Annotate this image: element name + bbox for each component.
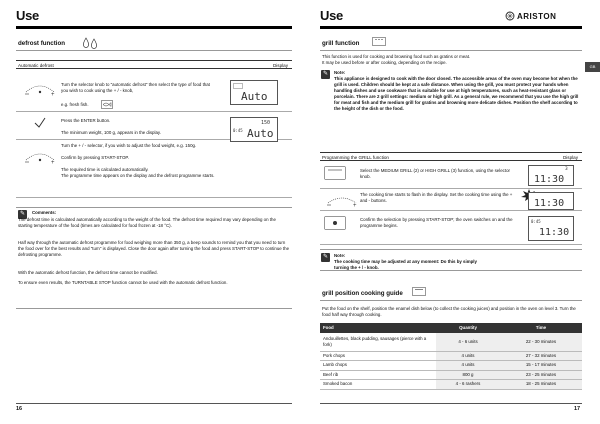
display-2-small: 150 bbox=[261, 120, 271, 126]
ariston-logo-icon bbox=[505, 11, 515, 21]
note-2-icon: ✎ bbox=[322, 254, 329, 260]
bottom-rule bbox=[320, 403, 582, 404]
col-display: Display bbox=[272, 63, 288, 68]
step-2-extra: The minimum weight, 100 g, appears in the display. bbox=[61, 130, 161, 135]
selector-knob-icon bbox=[22, 78, 58, 100]
note-1-label: Note: bbox=[334, 70, 346, 75]
note-2-label: Note: bbox=[334, 253, 346, 258]
defrost-section-title: defrost function bbox=[18, 40, 66, 47]
comments-label: Comments: bbox=[32, 210, 57, 215]
food-cell: Lamb chops bbox=[320, 361, 436, 371]
table-row bbox=[320, 361, 582, 371]
time-cell: 18 - 25 minutes bbox=[500, 380, 582, 390]
defrost-step-3 bbox=[16, 140, 292, 198]
food-cell: Beef rib bbox=[320, 370, 436, 380]
step-2-text: Press the ENTER button. bbox=[61, 118, 111, 123]
step-3-extra3: The programme time appears on the display and the defrost programme starts. bbox=[61, 173, 215, 178]
food-cell: Pork chops bbox=[320, 351, 436, 361]
grill-icon bbox=[372, 37, 386, 46]
time-cell: 22 - 30 minutes bbox=[500, 333, 582, 351]
note-2-text: The cooking time may be adjusted at any moment: Do this by simply turning the + / - knob. bbox=[334, 259, 477, 270]
top-rule bbox=[16, 26, 292, 29]
grill-selector-icon bbox=[324, 166, 346, 180]
grill-intro-1: This function is used for cooking and browning food such as gratins or meat. bbox=[322, 54, 471, 59]
grill-display-3-small: 0:45 bbox=[531, 219, 541, 224]
svg-text:+: + bbox=[51, 92, 55, 98]
grill-step-2-text: The cooking time starts to flash in the display. Set the cooking time using the + and - buttons. bbox=[360, 192, 513, 203]
grill-step-1-text: Select the MEDIUM GRILL (2) or HIGH GRILL (3) function, using the selector knob. bbox=[360, 168, 510, 179]
section-rule bbox=[16, 50, 292, 51]
grill-table-header bbox=[320, 152, 582, 161]
grill-display-1-small: 3 bbox=[565, 167, 568, 172]
step-3-extra2: The required time is calculated automatically. bbox=[61, 167, 149, 172]
display-defrost-icon bbox=[233, 83, 243, 89]
col-display: Display bbox=[562, 155, 578, 160]
comment-1: The defrost time is calculated automatically according to the weight of the food. The defrost time required may vary depending on the starting temperature of the food (times are calculated for food frozen at -18 °C). bbox=[18, 217, 276, 228]
quantity-cell: 4 units bbox=[436, 351, 500, 361]
col-automatic-defrost: Automatic defrost bbox=[18, 63, 54, 68]
defrost-display-1 bbox=[230, 80, 278, 105]
note-icon: ✎ bbox=[322, 71, 329, 77]
grill-display-3-main: 11:30 bbox=[539, 227, 570, 238]
table-row bbox=[320, 380, 582, 390]
position-text: Put the food on the shelf, position the enamel dish below (to collect the cooking juices) and position in the oven on level 3. Turn the food half way through cooking. bbox=[322, 306, 576, 317]
cooking-table bbox=[320, 323, 582, 390]
section-rule bbox=[320, 50, 582, 51]
left-page-number: 16 bbox=[16, 406, 23, 412]
bottom-rule bbox=[16, 403, 292, 404]
right-page bbox=[300, 0, 600, 424]
plus-minus-knob-icon bbox=[22, 146, 58, 168]
right-page-title: Use bbox=[320, 8, 343, 23]
grill-note-box bbox=[320, 68, 582, 141]
step-3-text: Turn the + / - selector, if you wish to adjust the food weight, e.g. 150g. bbox=[61, 143, 197, 148]
step-1-text: Turn the selector knob to "automatic defrost" then select the type of food that you wish to cook using the + / - knob, bbox=[61, 82, 210, 93]
display-1-main: Auto bbox=[241, 90, 268, 103]
grill-display-2-main: 11:30 bbox=[534, 198, 565, 209]
table-row bbox=[320, 333, 582, 351]
step-3-extra: Confirm by pressing START-STOP. bbox=[61, 155, 129, 160]
water-drops-icon bbox=[82, 37, 100, 49]
enter-check-icon bbox=[34, 117, 46, 129]
th-quantity: Quantity bbox=[436, 323, 500, 333]
table-row bbox=[320, 351, 582, 361]
grill-intro-2: It may be used before or after cooking, depending on the recipe. bbox=[322, 60, 447, 65]
quantity-cell: 4 - 6 units bbox=[436, 333, 500, 351]
quantity-cell: 4 - 6 rashers bbox=[436, 380, 500, 390]
th-time: Time bbox=[500, 323, 582, 333]
time-knob-icon bbox=[324, 191, 360, 209]
comment-icon: ✎ bbox=[19, 211, 26, 217]
position-rule bbox=[320, 300, 582, 301]
time-cell: 27 - 32 minutes bbox=[500, 351, 582, 361]
col-programming-grill: Programming the GRILL function bbox=[322, 155, 389, 160]
quantity-cell: 800 g bbox=[436, 370, 500, 380]
grill-section-title: grill function bbox=[322, 40, 360, 47]
brand-name: ARISTON bbox=[517, 12, 557, 21]
fish-icon bbox=[101, 100, 113, 109]
food-cell: Andouillettes, black pudding, sausages (pierce with a fork) bbox=[320, 333, 436, 351]
grill-display-3 bbox=[528, 216, 574, 241]
time-cell: 15 - 17 minutes bbox=[500, 361, 582, 371]
display-2-main: Auto bbox=[247, 127, 274, 140]
comments-box bbox=[16, 207, 292, 309]
start-stop-icon bbox=[324, 216, 346, 230]
comment-3: With the automatic defrost function, the defrost time cannot be modified. bbox=[18, 270, 158, 275]
position-guide-title: grill position cooking guide bbox=[322, 290, 403, 297]
top-rule bbox=[320, 26, 582, 29]
svg-text:+: + bbox=[51, 160, 55, 166]
right-page-number: 17 bbox=[574, 406, 581, 412]
grill-step-3-text: Confirm the selection by pressing START-STOP; the oven switches on and the programme begins. bbox=[360, 217, 513, 228]
defrost-table-header bbox=[16, 60, 292, 69]
defrost-display-2 bbox=[230, 117, 278, 142]
quantity-cell: 4 units bbox=[436, 361, 500, 371]
grill-display-1-main: 11:30 bbox=[534, 174, 565, 185]
language-tab: GB bbox=[585, 62, 600, 72]
food-cell: Smoked bacon bbox=[320, 380, 436, 390]
grill-note-2-box bbox=[320, 249, 582, 271]
comment-4: To ensure even results, the TURNTABLE STOP function cannot be used with the automatic defrost function. bbox=[18, 280, 228, 285]
note-1-text: This appliance is designed to cook with the door closed. The accessible areas of the oven may become hot when the grill is used. Children should be kept at a safe distance. When using the grill, you must protect your hands when handling dishes and use cookware that is suitable for use at high temperatures, such as heat-resistant glass or porcelain. There are 2 grill settings: medium or high grill. As a general rule, we recommend that you use the high grill for meat and fish and the medium grill for gratins and browning more delicate dishes. Position the shelf according to the height of the dish or the food. bbox=[334, 76, 579, 111]
grill-display-2 bbox=[528, 192, 574, 210]
step-1-extra: e.g. fresh fish. bbox=[61, 102, 89, 107]
svg-text:+: + bbox=[353, 203, 357, 209]
left-page-title: Use bbox=[16, 8, 39, 23]
table-row bbox=[320, 370, 582, 380]
grill-display-1 bbox=[528, 165, 574, 186]
time-cell: 23 - 25 minutes bbox=[500, 370, 582, 380]
th-food: Food bbox=[320, 323, 436, 333]
comment-2: Half way through the automatic defrost programme for food weighing more than 350 g, a beep sounds to remind you that you need to turn the food over for the best results and "turn" is displayed. Close the door again after turning the food and press START-STOP to continue the defrosting programme. bbox=[18, 240, 290, 257]
display-2-sub: 0:45 bbox=[233, 128, 243, 133]
grill-position-icon bbox=[412, 287, 426, 296]
